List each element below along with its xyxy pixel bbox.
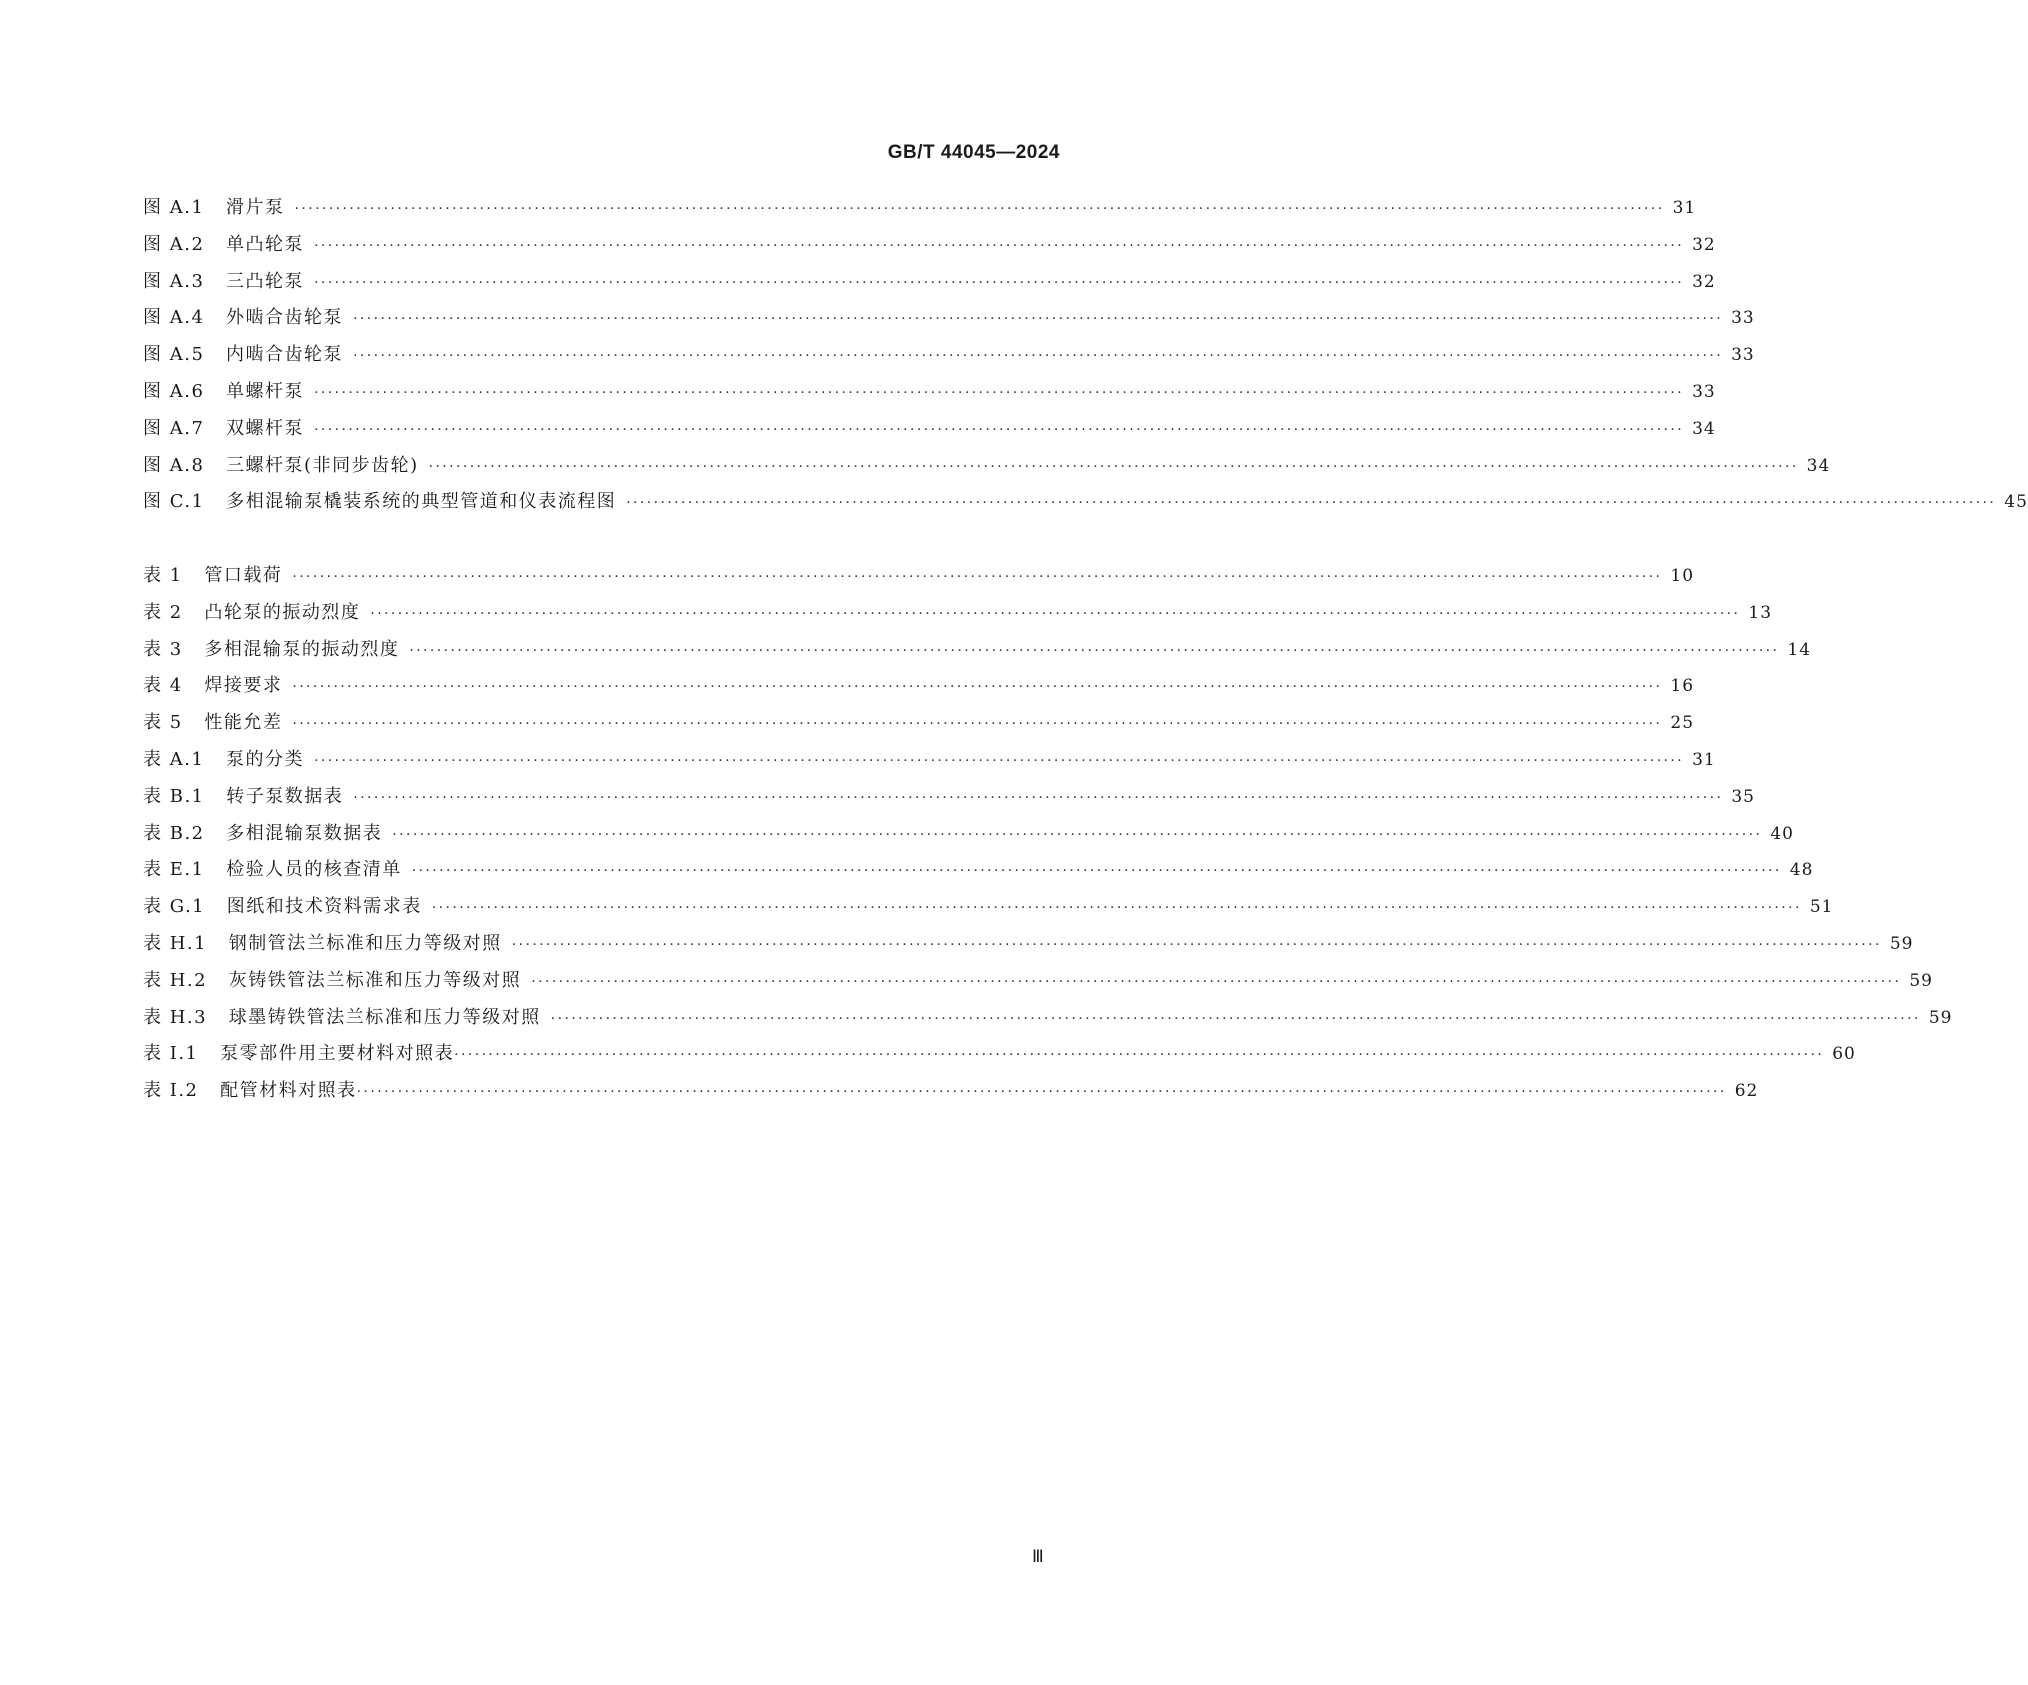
toc-entry[interactable]: [143, 414, 1716, 451]
dot-leader: ········································································································································································································: [353, 348, 1724, 365]
toc-entry[interactable]: [143, 745, 1716, 782]
toc-entry[interactable]: [143, 193, 1697, 230]
toc-entry-label: 图 A.5 内啮合齿轮泵: [143, 344, 344, 366]
dot-leader: ········································································································································································································: [370, 605, 1741, 622]
toc-entry[interactable]: [143, 782, 1755, 819]
toc-entry[interactable]: [143, 451, 1831, 488]
toc-entry[interactable]: [143, 230, 1716, 267]
toc-entry-page: 51: [1809, 897, 1834, 918]
dot-leader: ········································································································································································································: [292, 716, 1663, 733]
dot-leader: ········································································································································································································: [292, 569, 1663, 585]
toc-entry[interactable]: [143, 303, 1755, 340]
dot-leader: ········································································································································································································: [294, 201, 1665, 217]
dot-leader: ········································································································································································································: [314, 384, 1685, 401]
standard-code: GB/T 44045—2024: [887, 142, 1060, 163]
toc-entry-label: 表 A.1 泵的分类: [143, 748, 305, 770]
toc-entry[interactable]: [143, 267, 1716, 304]
dot-leader: ········································································································································································································: [428, 458, 1799, 475]
toc-entry-page: 45: [2004, 492, 2028, 513]
toc-entry-label: 表 H.3 球墨铸铁管法兰标准和压力等级对照: [143, 1006, 541, 1028]
toc-entry-label: 表 5 性能允差: [143, 712, 283, 734]
toc-entry-page: 59: [1909, 970, 1933, 991]
toc-entry-page: 13: [1748, 602, 1773, 623]
toc-entry-page: 62: [1734, 1081, 1759, 1102]
toc-entry-label: 表 G.1 图纸和技术资料需求表: [143, 896, 422, 918]
toc-entry-label: 图 A.4 外啮合齿轮泵: [143, 307, 344, 329]
toc-entry-page: 14: [1787, 639, 1812, 660]
toc-entry[interactable]: [143, 598, 1773, 635]
dot-leader: ········································································································································································································: [626, 495, 1997, 512]
table-list: [143, 561, 1953, 1113]
toc-entry-page: 33: [1692, 381, 1716, 402]
toc-entry[interactable]: [143, 1039, 1856, 1076]
toc-entry-label: 图 A.8 三螺杆泵(非同步齿轮): [143, 454, 419, 476]
toc-entry[interactable]: [143, 561, 1695, 598]
toc-entry-label: 表 1 管口载荷: [143, 565, 283, 586]
dot-leader: ········································································································································································································: [314, 237, 1685, 254]
toc-entry-label: 表 H.1 钢制管法兰标准和压力等级对照: [143, 932, 502, 954]
toc-entry-label: 表 I.1 泵零部件用主要材料对照表: [143, 1043, 455, 1065]
toc-entry[interactable]: [143, 708, 1695, 745]
dot-leader: ········································································································································································································: [314, 752, 1685, 769]
toc-entry-page: 35: [1731, 786, 1755, 807]
toc-entry-label: 表 2 凸轮泵的振动烈度: [143, 601, 361, 623]
toc-entry[interactable]: [143, 966, 1933, 1003]
dot-leader: ········································································································································································································: [511, 936, 1882, 953]
toc-entry-page: 32: [1692, 234, 1716, 255]
toc-entry-page: 10: [1670, 566, 1695, 586]
toc-entry-label: 表 B.1 转子泵数据表: [143, 785, 344, 807]
dot-leader: ········································································································································································································: [531, 973, 1902, 990]
toc-entry-page: 32: [1692, 271, 1716, 292]
toc-entry[interactable]: [143, 377, 1716, 414]
dot-leader: ········································································································································································································: [314, 421, 1685, 438]
toc-entry[interactable]: [143, 892, 1834, 929]
toc-entry-label: 表 4 焊接要求: [143, 675, 283, 697]
toc-entry-label: 表 3 多相混输泵的振动烈度: [143, 638, 400, 660]
toc-entry-label: 表 E.1 检验人员的核查清单: [143, 859, 402, 881]
toc-entry-page: 48: [1789, 860, 1814, 881]
toc-entry[interactable]: [143, 487, 2028, 524]
dot-leader: ········································································································································································································: [356, 1084, 1727, 1101]
toc-entry-page: 34: [1692, 418, 1716, 439]
toc-entry[interactable]: [143, 340, 1755, 377]
dot-leader: ········································································································································································································: [314, 274, 1685, 291]
toc-entry[interactable]: [143, 819, 1794, 856]
toc-entry[interactable]: [143, 1076, 1759, 1113]
toc-entry-page: 31: [1692, 749, 1716, 770]
toc-entry-label: 图 A.7 双螺杆泵: [143, 417, 305, 439]
toc-entry-label: 图 A.6 单螺杆泵: [143, 380, 305, 402]
toc-entry-label: 表 H.2 灰铸铁管法兰标准和压力等级对照: [143, 969, 522, 991]
toc-entry-label: 表 B.2 多相混输泵数据表: [143, 822, 383, 844]
figure-list: [143, 193, 2028, 524]
toc-entry[interactable]: [143, 635, 1812, 672]
toc-entry-page: 33: [1731, 345, 1755, 366]
toc-entry[interactable]: [143, 929, 1914, 966]
dot-leader: ········································································································································································································: [392, 826, 1763, 843]
toc-entry-page: 59: [1889, 933, 1914, 954]
dot-leader: ········································································································································································································: [550, 1010, 1921, 1027]
toc-entry-page: 40: [1770, 823, 1794, 844]
toc-entry-label: 图 C.1 多相混输泵橇装系统的典型管道和仪表流程图: [143, 491, 617, 513]
toc-entry-label: 图 A.3 三凸轮泵: [143, 270, 305, 292]
toc-entry[interactable]: [143, 671, 1695, 708]
dot-leader: ········································································································································································································: [353, 311, 1724, 328]
toc-entry-page: 16: [1670, 676, 1695, 697]
dot-leader: ········································································································································································································: [292, 679, 1663, 696]
dot-leader: ········································································································································································································: [454, 1047, 1825, 1064]
toc-entry-page: 59: [1928, 1007, 1953, 1028]
page-number: Ⅲ: [1032, 1547, 1044, 1566]
dot-leader: ········································································································································································································: [353, 789, 1724, 806]
toc-entry-label: 图 A.2 单凸轮泵: [143, 233, 305, 255]
toc-entry[interactable]: [143, 1003, 1953, 1040]
toc-entry[interactable]: [143, 855, 1814, 892]
toc-entry-page: 33: [1731, 308, 1755, 329]
dot-leader: ········································································································································································································: [409, 642, 1780, 659]
toc-entry-label: 图 A.1 滑片泵: [143, 197, 285, 218]
dot-leader: ········································································································································································································: [411, 863, 1782, 880]
toc-entry-page: 34: [1806, 455, 1831, 476]
dot-leader: ········································································································································································································: [431, 900, 1802, 917]
toc-entry-page: 60: [1832, 1044, 1856, 1065]
toc-entry-page: 31: [1672, 198, 1697, 218]
toc-entry-page: 25: [1670, 713, 1695, 734]
toc-entry-label: 表 I.2 配管材料对照表: [143, 1080, 357, 1102]
